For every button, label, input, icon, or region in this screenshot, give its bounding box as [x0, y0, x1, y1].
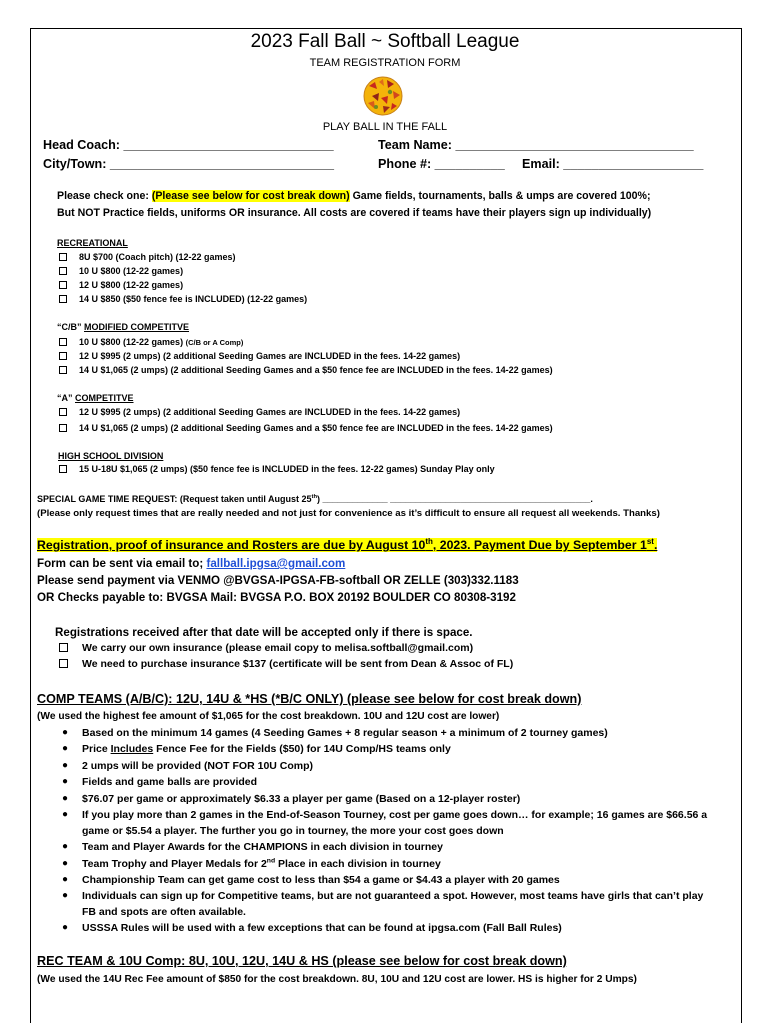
comp-bullet-11: USSSA Rules will be used with a few exceptions that can be found at ipgsa.com (Fall Ball Rules) — [82, 922, 562, 934]
bullet-icon: ● — [62, 841, 69, 852]
rec-option-14u[interactable] — [59, 294, 307, 304]
deadline-sup-1: th — [425, 536, 433, 546]
email-field[interactable]: Email: ____________________ — [522, 157, 704, 171]
checkbox[interactable] — [59, 281, 67, 289]
a-option-12u[interactable] — [59, 407, 460, 417]
checkbox[interactable] — [59, 659, 68, 668]
intro-line-2: But NOT Practice fields, uniforms OR insurance. All costs are covered if teams have their players sign up individually) — [57, 207, 652, 219]
insurance-own-option[interactable] — [59, 642, 473, 654]
option-label: 15 U-18U $1,065 (2 umps) ($50 fence fee is INCLUDED in the fees. 12-22 games) Sunday Play only — [79, 464, 495, 474]
city-town-field[interactable]: City/Town: ________________________________ — [43, 157, 335, 171]
bullet-icon: ● — [62, 760, 69, 771]
deadline-part-2: , 2023. Payment Due by September 1 — [432, 538, 647, 552]
head-coach-field[interactable]: Head Coach: ______________________________ — [43, 138, 334, 152]
bullet-icon: ● — [62, 874, 69, 885]
comp-bullet-7: Team and Player Awards for the CHAMPIONS in each division in tourney — [82, 841, 443, 853]
bullet-text: Place in each division in tourney — [275, 858, 441, 870]
bullet-underlined: Includes — [110, 743, 154, 755]
option-label: 14 U $1,065 (2 umps) (2 additional Seeding Games and a $50 fence fee are INCLUDED in the fees. 14-22 games) — [79, 423, 553, 433]
intro-highlight: (Please see below for cost break down) — [151, 190, 350, 202]
intro-rest: Game fields, tournaments, balls & umps are covered 100%; — [349, 190, 651, 202]
cb-option-10u[interactable] — [59, 337, 243, 347]
intro-lead: Please check one: — [57, 190, 152, 202]
bullet-icon: ● — [62, 890, 69, 901]
heading-text: COMPETITVE — [75, 393, 134, 403]
option-label: 8U $700 (Coach pitch) (12-22 games) — [79, 252, 236, 262]
checkbox[interactable] — [59, 352, 67, 360]
check-instructions: OR Checks payable to: BVGSA Mail: BVGSA P.O. BOX 20192 BOULDER CO 80308-3192 — [37, 591, 516, 604]
a-option-14u[interactable] — [59, 423, 553, 433]
email-link[interactable]: fallball.ipgsa@gmail.com — [206, 557, 346, 570]
bullet-icon: ● — [62, 743, 69, 754]
heading-prefix: “C/B” — [57, 322, 84, 332]
bullet-icon: ● — [62, 776, 69, 787]
recreational-heading: RECREATIONAL — [57, 238, 128, 248]
option-label: 12 U $800 (12-22 games) — [79, 280, 184, 290]
option-note: (C/B or A Comp) — [185, 338, 244, 347]
special-request-line[interactable] — [37, 494, 593, 504]
checkbox[interactable] — [59, 465, 67, 473]
comp-bullet-3: 2 umps will be provided (NOT FOR 10U Comp) — [82, 760, 314, 772]
comp-bullet-6a: If you play more than 2 games in the End-of-Season Tourney, cost per game goes down… for example; 16 games are $66.56 a — [82, 809, 708, 821]
option-label: We need to purchase insurance $137 (certificate will be sent from Dean & Assoc of FL) — [82, 658, 514, 670]
a-competitive-heading — [57, 393, 134, 403]
comp-bullet-2 — [82, 743, 451, 755]
intro-line-1 — [57, 190, 650, 202]
rec-teams-note: (We used the 14U Rec Fee amount of $850 for the cost breakdown. 8U, 10U and 12U cost are lower. HS is higher for 2 Umps) — [37, 974, 637, 985]
comp-bullet-8 — [82, 858, 441, 870]
email-label: Form can be sent via email to; — [37, 557, 207, 570]
rec-option-10u[interactable] — [59, 266, 183, 276]
request-blank: ) _____________ ________________________________________. — [317, 494, 593, 504]
venmo-instructions: Please send payment via VENMO @BVGSA-IPGSA-FB-softball OR ZELLE (303)332.1183 — [37, 574, 519, 587]
cb-modified-heading — [57, 322, 189, 332]
insurance-purchase-option[interactable] — [59, 658, 513, 670]
option-label: 14 U $1,065 (2 umps) (2 additional Seeding Games and a $50 fence fee are INCLUDED in the fees. 14-22 games) — [79, 365, 553, 375]
option-label: 10 U $800 (12-22 games) — [79, 266, 184, 276]
bullet-icon: ● — [62, 727, 69, 738]
form-subtitle: TEAM REGISTRATION FORM — [309, 57, 461, 69]
comp-teams-note: (We used the highest fee amount of $1,065 for the cost breakdown. 10U and 12U cost are lower) — [37, 711, 500, 722]
checkbox[interactable] — [59, 643, 68, 652]
softball-logo-icon — [363, 76, 403, 116]
deadline-part-3: . — [653, 538, 658, 552]
bullet-sup: nd — [266, 857, 276, 865]
option-label: We carry our own insurance (please email copy to melisa.softball@gmail.com) — [82, 642, 474, 654]
checkbox[interactable] — [59, 424, 67, 432]
form-tagline: PLAY BALL IN THE FALL — [322, 121, 448, 133]
heading-text: MODIFIED COMPETITVE — [84, 322, 190, 332]
comp-teams-heading: COMP TEAMS (A/B/C): 12U, 14U & *HS (*B/C ONLY) (please see below for cost break down) — [37, 692, 582, 706]
comp-bullet-6b: game or $5.54 a player. The further you go in tourney, the more your cost goes down — [82, 825, 504, 837]
special-request-note: (Please only request times that are really needed and not just for convenience as it’s difficult to ensure all request all weekends. Thanks) — [37, 508, 660, 519]
deadline-sup-2: st — [646, 536, 654, 546]
checkbox[interactable] — [59, 295, 67, 303]
late-registration-note: Registrations received after that date will be accepted only if there is space. — [55, 626, 473, 639]
bullet-icon: ● — [62, 858, 69, 869]
deadline-part-1: Registration, proof of insurance and Rosters are due by August 10 — [37, 538, 426, 552]
bullet-icon: ● — [62, 922, 69, 933]
hs-option[interactable] — [59, 464, 495, 474]
rec-option-12u[interactable] — [59, 280, 183, 290]
comp-bullet-1: Based on the minimum 14 games (4 Seeding Games + 8 regular season + a minimum of 2 tourney games) — [82, 727, 608, 739]
comp-bullet-10b: FB and spots are often available. — [82, 906, 246, 918]
phone-field[interactable]: Phone #: __________ — [378, 157, 505, 171]
rec-teams-heading: REC TEAM & 10U Comp: 8U, 10U, 12U, 14U & HS (please see below for cost break down) — [37, 954, 567, 968]
cb-option-12u[interactable] — [59, 351, 460, 361]
comp-bullet-9: Championship Team can get game cost to less than $54 a game or $4.43 a player with 20 games — [82, 874, 560, 886]
checkbox[interactable] — [59, 408, 67, 416]
heading-prefix: “A” — [57, 393, 75, 403]
bullet-icon: ● — [62, 809, 69, 820]
cb-option-14u[interactable] — [59, 365, 553, 375]
team-name-field[interactable]: Team Name: __________________________________ — [378, 138, 694, 152]
checkbox[interactable] — [59, 366, 67, 374]
comp-bullet-10a: Individuals can sign up for Competitive teams, but are not guaranteed a spot. However, most teams have girls that can’t play — [82, 890, 704, 902]
rec-option-8u[interactable] — [59, 252, 236, 262]
request-label: SPECIAL GAME TIME REQUEST: (Request taken until August 25 — [37, 494, 312, 504]
checkbox[interactable] — [59, 338, 67, 346]
comp-bullet-4: Fields and game balls are provided — [82, 776, 258, 788]
option-label: 12 U $995 (2 umps) (2 additional Seeding Games are INCLUDED in the fees. 14-22 games) — [79, 407, 461, 417]
request-sup: th — [311, 494, 318, 500]
option-label: 12 U $995 (2 umps) (2 additional Seeding Games are INCLUDED in the fees. 14-22 games) — [79, 351, 461, 361]
bullet-icon: ● — [62, 793, 69, 804]
checkbox[interactable] — [59, 267, 67, 275]
deadline-banner — [37, 538, 657, 552]
deadline-text — [37, 538, 657, 552]
email-instructions — [37, 557, 345, 570]
checkbox[interactable] — [59, 253, 67, 261]
bullet-text: Fence Fee for the Fields ($50) for 14U Comp/HS teams only — [153, 743, 451, 755]
form-title: 2023 Fall Ball ~ Softball League — [250, 31, 520, 52]
bullet-text: Price — [82, 743, 111, 755]
option-label: 14 U $850 ($50 fence fee is INCLUDED) (12-22 games) — [79, 294, 308, 304]
comp-bullet-5: $76.07 per game or approximately $6.33 a player per game (Based on a 12-player roster) — [82, 793, 521, 805]
option-label: 10 U $800 (12-22 games) — [79, 337, 186, 347]
high-school-heading: HIGH SCHOOL DIVISION — [58, 451, 164, 461]
bullet-text: Team Trophy and Player Medals for 2 — [82, 858, 267, 870]
